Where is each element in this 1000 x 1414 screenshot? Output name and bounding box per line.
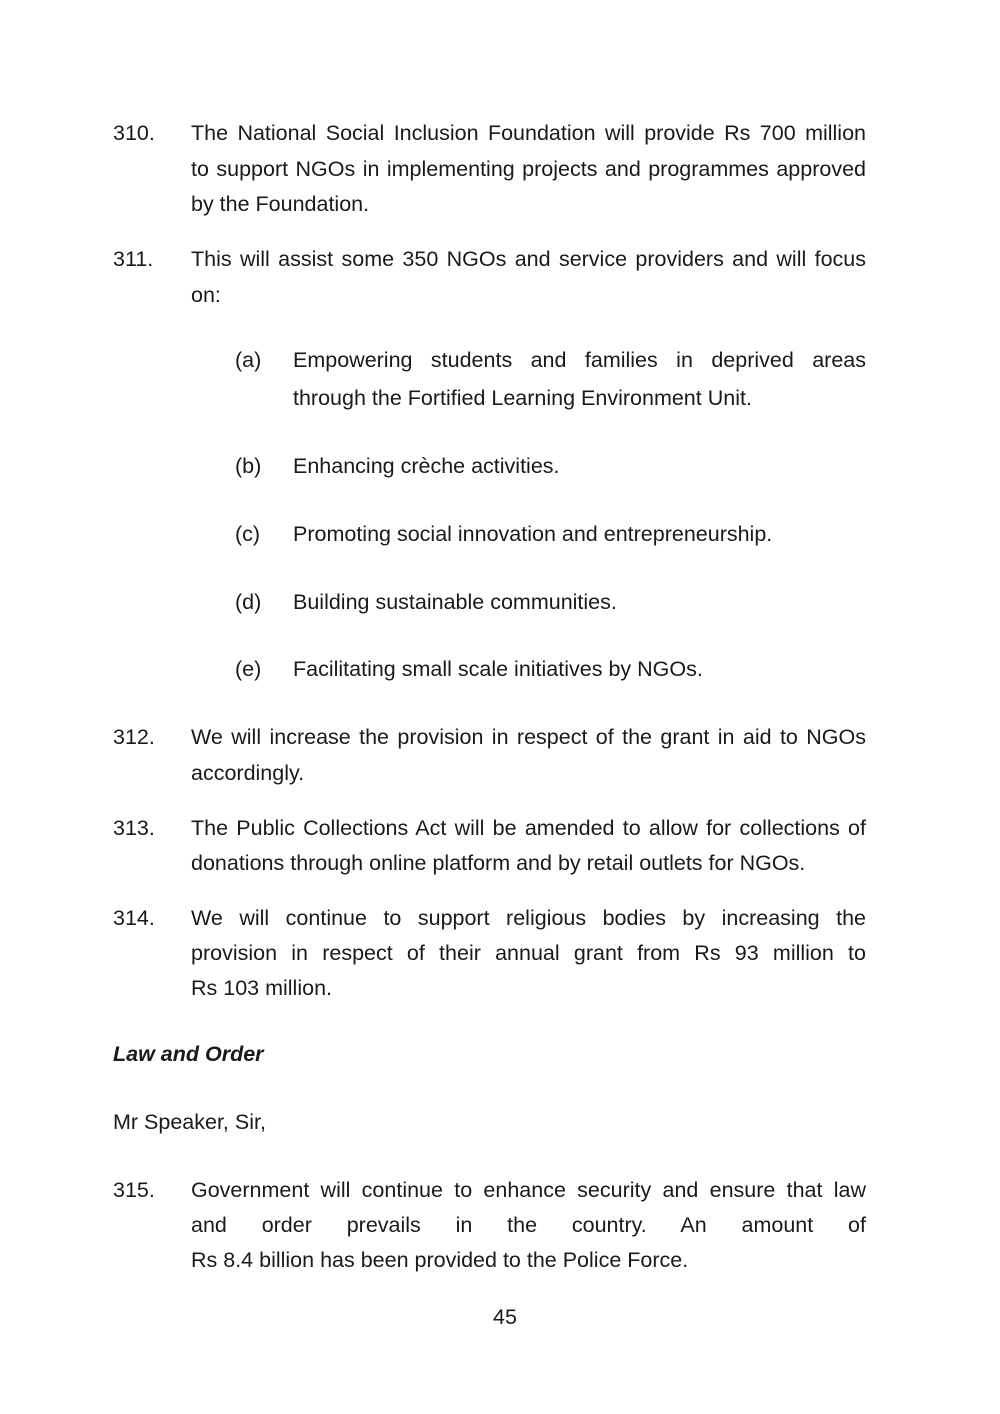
paragraph-number: 312.	[113, 725, 155, 749]
paragraph-number: 311.	[113, 247, 154, 271]
paragraph-line: Rs 103 million.	[191, 976, 332, 1000]
list-item-line: Facilitating small scale initiatives by NGOs.	[293, 657, 703, 681]
paragraph-line: to support NGOs in implementing projects and programmes approved	[191, 157, 866, 181]
list-item-label: (b)	[235, 454, 262, 478]
paragraph-number: 315.	[113, 1178, 155, 1202]
list-item-label: (c)	[235, 522, 261, 546]
list-item-line: Enhancing crèche activities.	[293, 454, 560, 478]
section-heading: Law and Order	[113, 1042, 264, 1066]
paragraph-line: Government will continue to enhance security and ensure that law	[191, 1178, 866, 1202]
paragraph-line: Rs 8.4 billion has been provided to the Police Force.	[191, 1248, 689, 1272]
paragraph-line: on:	[191, 283, 221, 307]
list-item-label: (e)	[235, 657, 262, 681]
paragraph-number: 310.	[113, 121, 155, 145]
page-number: 45	[493, 1305, 517, 1329]
list-item-line: through the Fortified Learning Environment Unit.	[293, 386, 752, 410]
paragraph-line: This will assist some 350 NGOs and service providers and will focus	[191, 247, 866, 271]
salutation: Mr Speaker, Sir,	[113, 1110, 266, 1134]
paragraph-line: accordingly.	[191, 761, 305, 785]
list-item-line: Empowering students and families in deprived areas	[293, 348, 866, 372]
list-item-label: (d)	[235, 590, 262, 614]
paragraph-line: by the Foundation.	[191, 192, 370, 216]
list-item-line: Promoting social innovation and entrepreneurship.	[293, 522, 773, 546]
list-item-label: (a)	[235, 348, 262, 372]
paragraph-line: We will increase the provision in respect of the grant in aid to NGOs	[191, 725, 866, 749]
paragraph-line: The Public Collections Act will be amended to allow for collections of	[191, 816, 866, 840]
paragraph-line: and order prevails in the country. An amount of	[191, 1213, 866, 1237]
paragraph-line: The National Social Inclusion Foundation will provide Rs 700 million	[191, 121, 866, 145]
paragraph-line: We will continue to support religious bodies by increasing the	[191, 906, 866, 930]
paragraph-number: 314.	[113, 906, 155, 930]
list-item-line: Building sustainable communities.	[293, 590, 617, 614]
paragraph-number: 313.	[113, 816, 155, 840]
paragraph-line: donations through online platform and by retail outlets for NGOs.	[191, 851, 806, 875]
paragraph-line: provision in respect of their annual grant from Rs 93 million to	[191, 941, 866, 965]
